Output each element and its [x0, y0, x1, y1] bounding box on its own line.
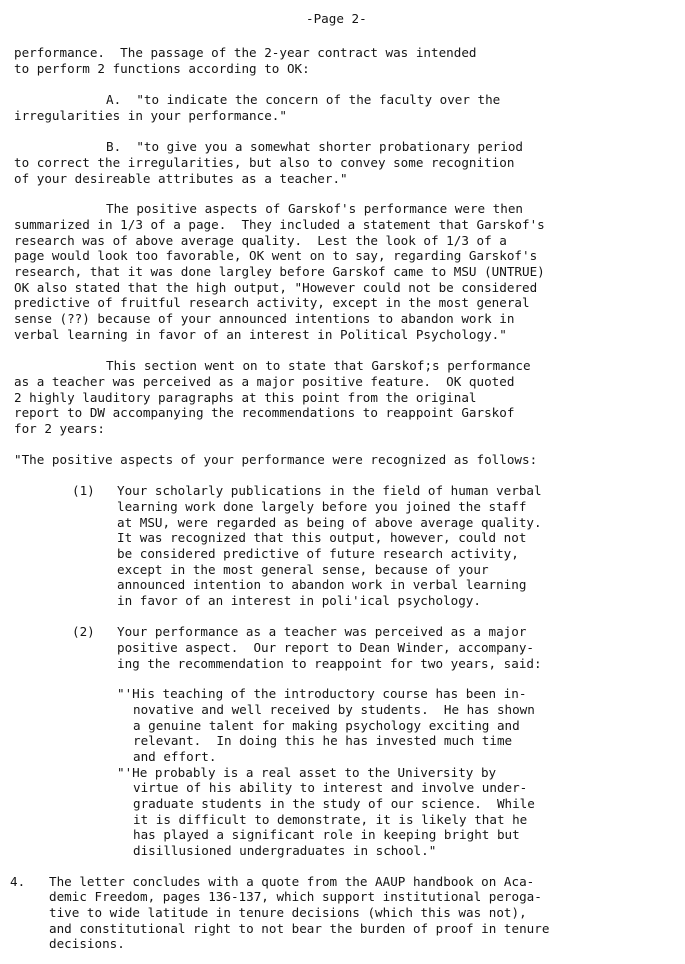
- positive-aspects-line: summarized in 1/3 of a page. They included a statement that Garskof's: [14, 217, 545, 232]
- intro-line: performance. The passage of the 2-year contract was intended: [14, 45, 477, 60]
- page-header: -Page 2-: [306, 11, 367, 26]
- item-1-line: in favor of an interest in poli'ical psychology.: [117, 593, 481, 608]
- item-1-line: learning work done largely before you joined the staff: [117, 499, 527, 514]
- item-1-line: at MSU, were regarded as being of above average quality.: [117, 515, 542, 530]
- positive-aspects-line: sense (??) because of your announced intentions to abandon work in: [14, 311, 515, 326]
- subquote-1-line: novative and well received by students. He has shown: [133, 702, 535, 717]
- subquote-2-line: disillusioned undergraduates in school.": [133, 843, 437, 858]
- teaching-section-line: This section went on to state that Garskof;s performance: [106, 358, 531, 373]
- subquote-2-line: "'He probably is a real asset to the University by: [117, 765, 497, 780]
- point-4-line: demic Freedom, pages 136-137, which support institutional peroga-: [49, 889, 542, 904]
- point-4-line: tive to wide latitude in tenure decisions (which this was not),: [49, 905, 527, 920]
- item-2-line: Your performance as a teacher was perceived as a major: [117, 624, 527, 639]
- point-4-number: 4.: [10, 874, 26, 889]
- item-1-line: It was recognized that this output, however, could not: [117, 530, 527, 545]
- point-4-line: and constitutional right to not bear the burden of proof in tenure: [49, 921, 550, 936]
- positive-aspects-line: OK also stated that the high output, "However could not be considered: [14, 280, 538, 295]
- point-4-line: The letter concludes with a quote from the AAUP handbook on Aca-: [49, 874, 535, 889]
- subquote-1-line: and effort.: [133, 749, 217, 764]
- item-2-line: positive aspect. Our report to Dean Winder, accompany-: [117, 640, 535, 655]
- item-1-line: be considered predictive of future research activity,: [117, 546, 519, 561]
- function-b-line: of your desireable attributes as a teacher.": [14, 171, 348, 186]
- positive-aspects-line: The positive aspects of Garskof's performance were then: [106, 201, 524, 216]
- subquote-2-line: virtue of his ability to interest and involve under-: [133, 780, 528, 795]
- point-4-line: decisions.: [49, 936, 125, 951]
- item-1-line: Your scholarly publications in the field of human verbal: [117, 483, 542, 498]
- positive-aspects-line: research, that it was done largley before Garskof came to MSU (UNTRUE): [14, 264, 545, 279]
- subquote-1-line: a genuine talent for making psychology exciting and: [133, 718, 520, 733]
- item-1-line: announced intention to abandon work in verbal learning: [117, 577, 527, 592]
- item-2-line: ing the recommendation to reappoint for two years, said:: [117, 656, 542, 671]
- teaching-section-line: 2 highly lauditory paragraphs at this point from the original: [14, 390, 477, 405]
- positive-aspects-line: page would look too favorable, OK went on to say, regarding Garskof's: [14, 248, 538, 263]
- item-2-number: (2): [72, 624, 95, 639]
- function-b-line: B. "to give you a somewhat shorter probationary period: [106, 139, 524, 154]
- teaching-section-line: for 2 years:: [14, 421, 105, 436]
- subquote-1-line: "'His teaching of the introductory course has been in-: [117, 686, 527, 701]
- quote-intro: "The positive aspects of your performance were recognized as follows:: [14, 452, 538, 467]
- subquote-1-line: relevant. In doing this he has invested much time: [133, 733, 513, 748]
- function-a-line: irregularities in your performance.": [14, 108, 287, 123]
- item-1-line: except in the most general sense, because of your: [117, 562, 489, 577]
- function-a-line: A. "to indicate the concern of the faculty over the: [106, 92, 501, 107]
- intro-line: to perform 2 functions according to OK:: [14, 61, 310, 76]
- function-b-line: to correct the irregularities, but also to convey some recognition: [14, 155, 515, 170]
- teaching-section-line: report to DW accompanying the recommendations to reappoint Garskof: [14, 405, 515, 420]
- subquote-2-line: has played a significant role in keeping bright but: [133, 827, 520, 842]
- subquote-2-line: graduate students in the study of our science. While: [133, 796, 535, 811]
- teaching-section-line: as a teacher was perceived as a major positive feature. OK quoted: [14, 374, 515, 389]
- positive-aspects-line: research was of above average quality. Lest the look of 1/3 of a: [14, 233, 507, 248]
- positive-aspects-line: predictive of fruitful research activity, except in the most general: [14, 295, 530, 310]
- subquote-2-line: it is difficult to demonstrate, it is likely that he: [133, 812, 528, 827]
- positive-aspects-line: verbal learning in favor of an interest in Political Psychology.": [14, 327, 507, 342]
- item-1-number: (1): [72, 483, 95, 498]
